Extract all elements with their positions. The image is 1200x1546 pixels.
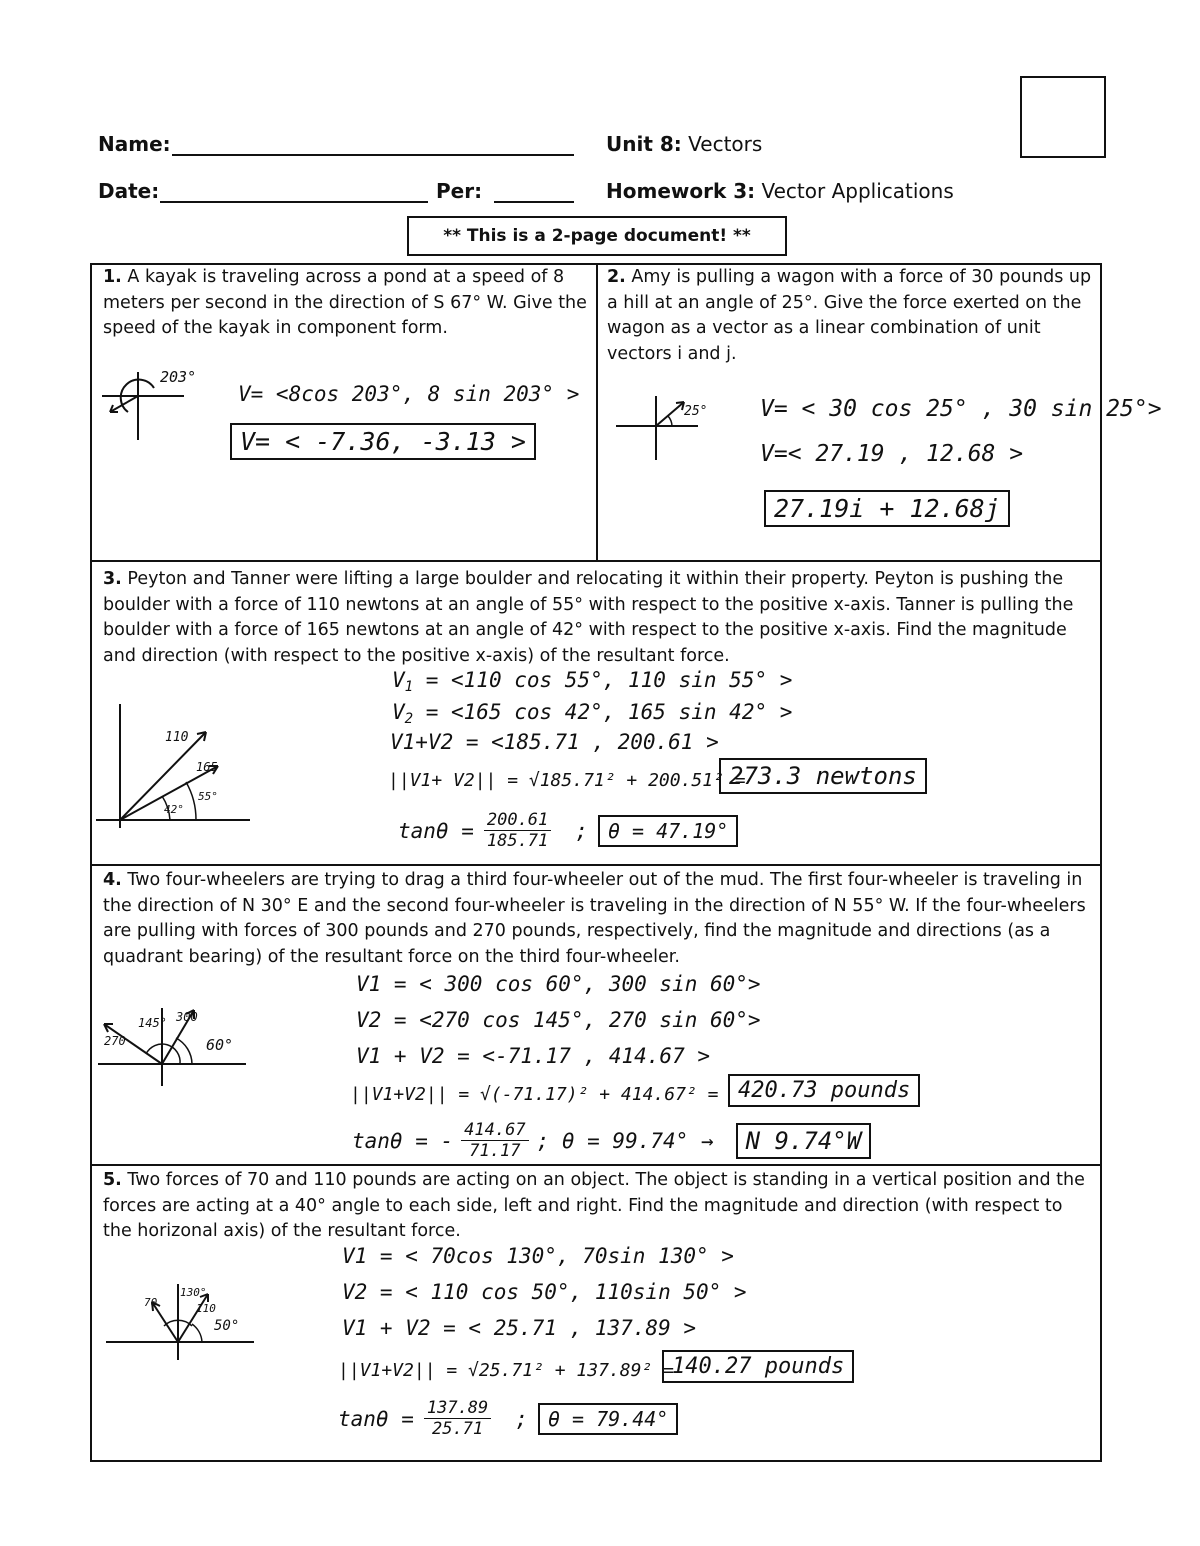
q3-v2-rest: = <165 cos 42°, 165 sin 42° > xyxy=(413,700,793,724)
q3-tan-sep: ; xyxy=(575,818,588,843)
question-4-number: 4. xyxy=(103,870,122,890)
q3-sum: V1+V2 = <185.71 , 200.61 > xyxy=(390,730,719,754)
q5-theta-answer: θ = 79.44° xyxy=(538,1403,678,1435)
name-field[interactable] xyxy=(172,154,574,156)
q5-tan-row xyxy=(338,1398,678,1439)
q4-v1: V1 = < 300 cos 60°, 300 sin 60°> xyxy=(356,972,761,996)
question-1 xyxy=(103,265,588,342)
q4-sum: V1 + V2 = <-71.17 , 414.67 > xyxy=(356,1044,711,1068)
question-2 xyxy=(607,265,1092,367)
q5-tan-sep: ; xyxy=(515,1406,528,1431)
q3-v2 xyxy=(392,700,792,727)
q4-tan-rest: ; θ = 99.74° → xyxy=(536,1128,714,1153)
q5-v1: V1 = < 70cos 130°, 70sin 130° > xyxy=(342,1244,734,1268)
q4-tan-lhs: tanθ = - xyxy=(352,1128,454,1153)
homework-title xyxy=(606,179,954,203)
q3-tan-num: 200.61 xyxy=(484,810,551,831)
question-2-number: 2. xyxy=(607,267,626,287)
q3-v1-sub: 1 xyxy=(404,679,414,695)
homework-number: Homework 3: xyxy=(606,179,756,203)
score-box xyxy=(1020,76,1106,158)
q4-tan-row xyxy=(352,1120,871,1161)
q3-tan-row xyxy=(398,810,738,851)
question-1-text: A kayak is traveling across a pond at a speed of 8 meters per second in the direction of S 67° W. Give the speed of the kayak in component form. xyxy=(103,267,587,338)
question-5-number: 5. xyxy=(103,1170,122,1190)
question-4-text: Two four-wheelers are trying to drag a third four-wheeler out of the mud. The first four-wheeler is traveling in the direction of N 30° E and the second four-wheeler is traveling in the direction of N 55° W. If the four-wheelers are pulling with forces of 300 pounds and 270 pounds, respectively, find the magnitude and directions (as a quadrant bearing) of the resultant force on the third four-wheeler. xyxy=(103,870,1086,967)
q3-fig-110: 110 xyxy=(165,730,189,745)
divider-q3-q4 xyxy=(90,864,1102,866)
divider-q2-q3 xyxy=(90,560,1102,562)
q5-fig-70: 70 xyxy=(144,1296,158,1309)
question-2-text: Amy is pulling a wagon with a force of 30 pounds up a hill at an angle of 25°. Give the force exerted on the wagon as a vector as a linear combination of unit vectors i and j. xyxy=(607,267,1092,364)
q3-fig-165: 165 xyxy=(196,760,218,774)
question-5 xyxy=(103,1168,1093,1245)
q3-magnitude: ||V1+ V2|| = √185.71² + 200.51² = xyxy=(388,770,746,791)
q5-tan-lhs: tanθ = xyxy=(338,1406,414,1431)
q4-v2: V2 = <270 cos 145°, 270 sin 60°> xyxy=(356,1008,761,1032)
date-label: Date: xyxy=(98,179,160,203)
question-4 xyxy=(103,868,1093,970)
question-3 xyxy=(103,567,1093,669)
q3-v2-name: V xyxy=(392,700,405,724)
q3-v1 xyxy=(392,668,792,695)
q5-sum: V1 + V2 = < 25.71 , 137.89 > xyxy=(342,1316,697,1340)
q4-fig-145: 145° xyxy=(138,1016,167,1030)
q5-v2: V2 = < 110 cos 50°, 110sin 50° > xyxy=(342,1280,747,1304)
date-field[interactable] xyxy=(160,201,428,203)
per-label: Per: xyxy=(436,179,483,203)
q5-tan-fraction xyxy=(424,1398,491,1439)
q3-magnitude-answer: 273.3 newtons xyxy=(719,758,927,794)
q1-work-line: V= <8cos 203°, 8 sin 203° > xyxy=(238,382,580,406)
divider-q1-q2 xyxy=(596,263,598,561)
q5-tan-num: 137.89 xyxy=(424,1398,491,1419)
q3-theta-answer: θ = 47.19° xyxy=(598,815,738,847)
q5-magnitude: ||V1+V2|| = √25.71² + 137.89² = xyxy=(338,1360,674,1381)
question-1-number: 1. xyxy=(103,267,122,287)
unit-name: Vectors xyxy=(681,132,763,156)
q3-fig-42: 42° xyxy=(164,803,184,816)
q4-fig-270: 270 xyxy=(104,1034,126,1048)
unit-number: Unit 8: xyxy=(606,132,682,156)
q4-magnitude-answer: 420.73 pounds xyxy=(728,1074,920,1107)
name-label: Name: xyxy=(98,132,171,156)
q2-work-line-2: V=< 27.19 , 12.68 > xyxy=(760,441,1024,467)
q5-fig-130: 130° xyxy=(180,1286,207,1299)
q5-tan-den: 25.71 xyxy=(431,1419,484,1439)
unit-title xyxy=(606,132,762,156)
q4-magnitude: ||V1+V2|| = √(-71.17)² + 414.67² = xyxy=(350,1084,719,1105)
q2-work-line-1: V= < 30 cos 25° , 30 sin 25°> xyxy=(760,396,1162,422)
question-3-number: 3. xyxy=(103,569,122,589)
q1-answer: V= < -7.36, -3.13 > xyxy=(230,423,536,460)
period-field[interactable] xyxy=(494,201,574,203)
q2-figure xyxy=(612,390,712,462)
q3-v1-rest: = <110 cos 55°, 110 sin 55° > xyxy=(413,668,793,692)
q4-tan-num: 414.67 xyxy=(461,1120,528,1141)
q3-fig-55: 55° xyxy=(198,790,218,803)
question-3-text: Peyton and Tanner were lifting a large boulder and relocating it within their property. Peyton is pushing the boulder with a force of 110 newtons at an angle of 55° with respect to the positive x-axis. Tanner is pulling the boulder with a force of 165 newtons at an angle of 42° with respect to the positive x-axis. Find the magnitude and direction (with respect to the positive x-axis) of the resultant force. xyxy=(103,569,1074,666)
two-page-notice: ** This is a 2-page document! ** xyxy=(407,216,787,256)
q1-angle-label: 203° xyxy=(160,368,197,386)
q3-v1-name: V xyxy=(392,668,405,692)
q5-fig-50: 50° xyxy=(214,1318,240,1334)
q4-tan-den: 71.17 xyxy=(469,1141,521,1161)
homework-name: Vector Applications xyxy=(755,179,954,203)
q4-bearing-answer: N 9.74°W xyxy=(736,1123,872,1159)
question-5-text: Two forces of 70 and 110 pounds are acting on an object. The object is standing in a vertical position and the forces are acting at a 40° angle to each side, left and right. Find the magnitude and direction (with respect to the horizonal axis) of the resultant force. xyxy=(103,1170,1085,1241)
q3-v2-sub: 2 xyxy=(404,711,414,727)
q4-fig-60: 60° xyxy=(206,1036,234,1054)
q2-angle-label: 25° xyxy=(684,404,708,419)
q3-tan-den: 185.71 xyxy=(486,831,549,851)
q4-tan-fraction xyxy=(461,1120,528,1161)
q3-tan-fraction xyxy=(484,810,551,851)
divider-q4-q5 xyxy=(90,1164,1102,1166)
q2-answer: 27.19i + 12.68j xyxy=(764,490,1010,527)
q3-tan-lhs: tanθ = xyxy=(398,818,474,843)
q5-magnitude-answer: 140.27 pounds xyxy=(662,1350,854,1383)
q5-fig-110: 110 xyxy=(196,1302,216,1315)
q4-fig-300: 300 xyxy=(176,1010,198,1024)
